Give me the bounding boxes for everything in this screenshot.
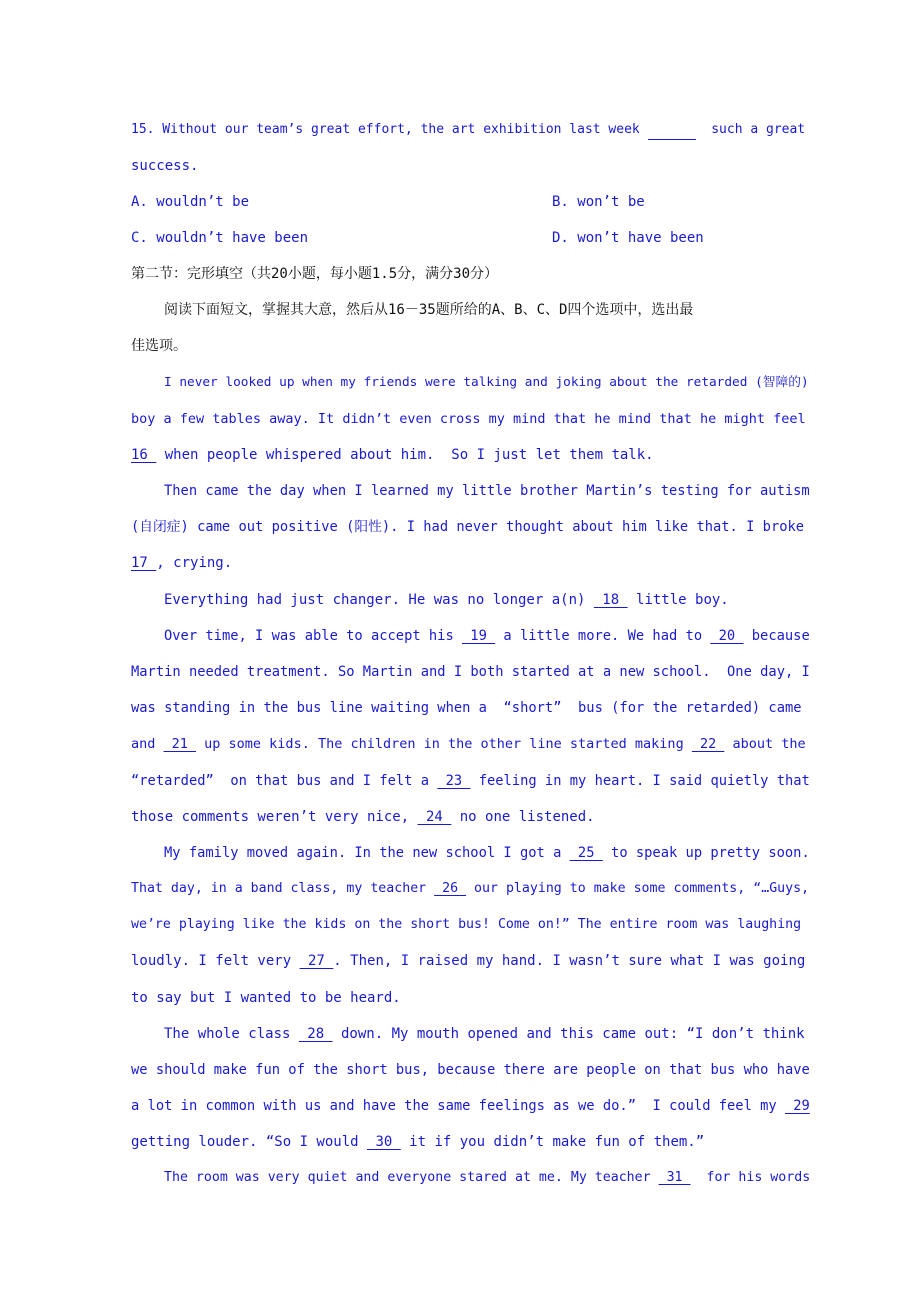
p6-line-1 <box>164 1024 812 1044</box>
p4-l5-c: feeling in my heart. I said quietly that <box>470 773 810 789</box>
p5-line-1 <box>164 843 812 863</box>
section-instruction-1: 阅读下面短文，掌握其大意，然后从16－35题所给的A、B、C、D四个选项中，选出最 <box>164 302 694 318</box>
section-instruction-2: 佳选项。 <box>131 338 187 354</box>
question-15-stem: 15. Without our team’s great effort, the art exhibition last week <box>131 122 648 137</box>
option-b: B. won’t be <box>552 194 645 210</box>
p2-line-2: (自闭症) came out positive (阳性). I had never thought about him like that. I broke <box>131 519 805 535</box>
p6-line-2: we should make fun of the short bus, because there are people on that bus who have <box>131 1062 810 1078</box>
p5-line-3: we’re playing like the kids on the short bus! Come on!” The entire room was laughing <box>131 917 802 932</box>
blank-21: 21 <box>163 736 197 752</box>
p6-line-4 <box>131 1132 811 1152</box>
blank-29: 29 <box>784 1098 810 1114</box>
p1-line-3-text: when people whispered about him. So I just let them talk. <box>156 447 654 463</box>
p4-line-1 <box>164 626 812 646</box>
p7-l1-a: The room was very quiet and everyone stared at me. My teacher <box>164 1170 659 1185</box>
p5-l2-c: our playing to make some comments, “…Guys, <box>466 881 810 896</box>
blank-24: 24 <box>417 809 452 825</box>
blank-17: 17 <box>131 555 157 571</box>
p5-l2-a: That day, in a band class, my teacher <box>131 881 435 896</box>
p4-line-4 <box>131 734 811 754</box>
p4-l1-b: a little more. We had to <box>495 628 711 644</box>
p2-line-3-text: , crying. <box>156 555 233 571</box>
question-15-stem-end: such a great <box>695 122 806 137</box>
section-heading: 第二节：完形填空（共20小题，每小题1.5分，满分30分） <box>131 266 498 282</box>
p4-l6-a: those comments weren’t very nice, <box>131 809 418 825</box>
p4-l1-a: Over time, I was able to accept his <box>164 628 463 644</box>
p3-text-b: little boy. <box>627 592 729 608</box>
p4-l6-c: no one listened. <box>451 809 595 825</box>
p4-line-5 <box>131 771 811 791</box>
blank-31: 31 <box>658 1170 691 1185</box>
p1-line-1: I never looked up when my friends were talking and joking about the retarded (智障的) <box>164 375 809 390</box>
p3-text-a: Everything had just changer. He was no longer a(n) <box>164 592 594 608</box>
p4-l1-c: because <box>743 628 810 644</box>
p5-l4-a: loudly. I felt very <box>131 953 300 969</box>
blank-27: 27 <box>299 953 334 969</box>
blank-19: 19 <box>462 628 496 644</box>
p5-l1-a: My family moved again. In the new school I got a <box>164 845 570 861</box>
p1-line-2: boy a few tables away. It didn’t even cross my mind that he mind that he might feel <box>131 411 806 427</box>
option-c: C. wouldn’t have been <box>131 230 309 246</box>
p5-l4-c: . Then, I raised my hand. I wasn’t sure what I was going <box>333 953 806 969</box>
blank-23: 23 <box>437 773 471 789</box>
p7-l1-c: for his words <box>690 1170 811 1185</box>
blank-26: 26 <box>434 881 467 896</box>
blank-25: 25 <box>569 845 603 861</box>
question-15-line-1 <box>131 120 811 140</box>
p7-line-1 <box>164 1168 812 1188</box>
blank-20: 20 <box>710 628 744 644</box>
blank-16: 16 <box>131 447 157 463</box>
p4-line-6 <box>131 807 811 827</box>
p6-l1-a: The whole class <box>164 1026 299 1042</box>
p5-line-5: to say but I wanted to be heard. <box>131 990 401 1006</box>
p5-line-2 <box>131 879 811 899</box>
p2-line-3 <box>131 553 811 573</box>
p4-l4-a: and <box>131 736 164 752</box>
p4-l4-b: up some kids. The children in the other line started making <box>196 736 692 752</box>
p5-line-4 <box>131 951 811 971</box>
p5-l1-c: to speak up pretty soon. <box>602 845 810 861</box>
p2-line-1: Then came the day when I learned my little brother Martin’s testing for autism <box>164 483 810 499</box>
blank-18: 18 <box>593 592 628 608</box>
p6-l1-c: down. My mouth opened and this came out: “I don’t think <box>332 1026 805 1042</box>
p6-line-3 <box>131 1096 811 1116</box>
p6-l4-c: it if you didn’t make fun of them.” <box>400 1134 705 1150</box>
option-a: A. wouldn’t be <box>131 194 250 210</box>
blank-22: 22 <box>691 736 725 752</box>
blank-28: 28 <box>298 1026 333 1042</box>
p6-l4-a: getting louder. “So I would <box>131 1134 368 1150</box>
p4-l5-a: “retarded” on that bus and I felt a <box>131 773 438 789</box>
option-d: D. won’t have been <box>552 230 704 246</box>
p4-line-3: was standing in the bus line waiting when a “short” bus (for the retarded) came <box>131 700 802 716</box>
p4-l4-c: about the <box>724 736 806 752</box>
p3-line-1 <box>164 590 812 610</box>
p1-line-3 <box>131 445 811 465</box>
blank-30: 30 <box>367 1134 401 1150</box>
p6-l3-a: a lot in common with us and have the same feelings as we do.” I could feel my <box>131 1098 785 1114</box>
question-15-blank <box>648 123 696 140</box>
question-15-line-2: success. <box>131 158 199 174</box>
p4-line-2: Martin needed treatment. So Martin and I both started at a new school. One day, I <box>131 664 810 680</box>
